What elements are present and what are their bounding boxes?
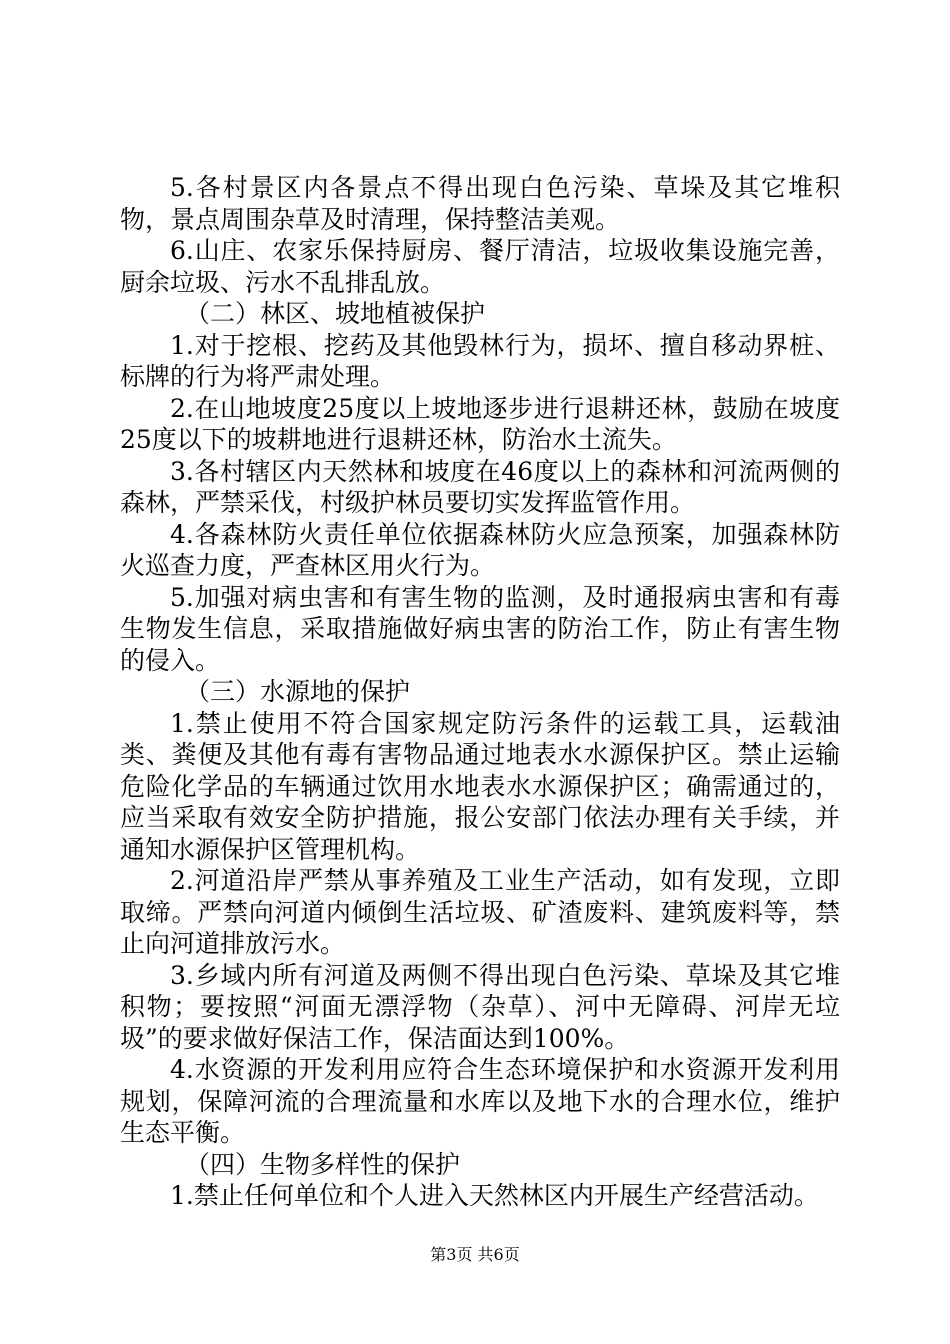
paragraph: 4.各森林防火责任单位依据森林防火应急预案，加强森林防火巡查力度，严查林区用火行为。 [120, 519, 840, 580]
paragraph: 2.在山地坡度25度以上坡地逐步进行退耕还林，鼓励在坡度25度以下的坡耕地进行退耕还林，防治水土流失。 [120, 393, 840, 454]
paragraph: 1.禁止使用不符合国家规定防污条件的运载工具，运载油类、粪便及其他有毒有害物品通过地表水水源保护区。禁止运输危险化学品的车辆通过饮用水地表水水源保护区；确需通过的，应当采取有效安全防护措施，报公安部门依法办理有关手续，并通知水源保护区管理机构。 [120, 708, 840, 864]
section-heading: （二）林区、坡地植被保护 [185, 299, 486, 328]
paragraph: 2.河道沿岸严禁从事养殖及工业生产活动，如有发现，立即取缔。严禁向河道内倾倒生活垃圾、矿渣废料、建筑废料等，禁止向河道排放污水。 [120, 866, 840, 958]
paragraph: 3.各村辖区内天然林和坡度在46度以上的森林和河流两侧的森林，严禁采伐，村级护林员要切实发挥监管作用。 [120, 456, 840, 517]
document-body [120, 172, 840, 1212]
paragraph: 1.对于挖根、挖药及其他毁林行为，损坏、擅自移动界桩、标牌的行为将严肃处理。 [120, 330, 840, 391]
paragraph: 5.各村景区内各景点不得出现白色污染、草垛及其它堆积物，景点周围杂草及时清理，保持整洁美观。 [120, 173, 840, 234]
paragraph: 4.水资源的开发利用应符合生态环境保护和水资源开发利用规划，保障河流的合理流量和水库以及地下水的合理水位，维护生态平衡。 [120, 1055, 840, 1147]
section-heading: （四）生物多样性的保护 [185, 1149, 461, 1179]
paragraph: 5.加强对病虫害和有害生物的监测，及时通报病虫害和有毒生物发生信息，采取措施做好病虫害的防治工作，防止有害生物的侵入。 [120, 582, 840, 675]
paragraph: 3.乡域内所有河道及两侧不得出现白色污染、草垛及其它堆积物；要按照“河面无漂浮物（杂草）、河中无障碍、河岸无垃圾”的要求做好保洁工作，保洁面达到100%。 [120, 960, 840, 1053]
paragraph: 1.禁止任何单位和个人进入天然林区内开展生产经营活动。 [170, 1181, 819, 1210]
section-heading: （三）水源地的保护 [185, 677, 411, 706]
paragraph: 6.山庄、农家乐保持厨房、餐厅清洁，垃圾收集设施完善，厨余垃圾、污水不乱排乱放。 [120, 236, 840, 297]
page-number-footer: 第3页 共6页 [430, 1245, 520, 1264]
